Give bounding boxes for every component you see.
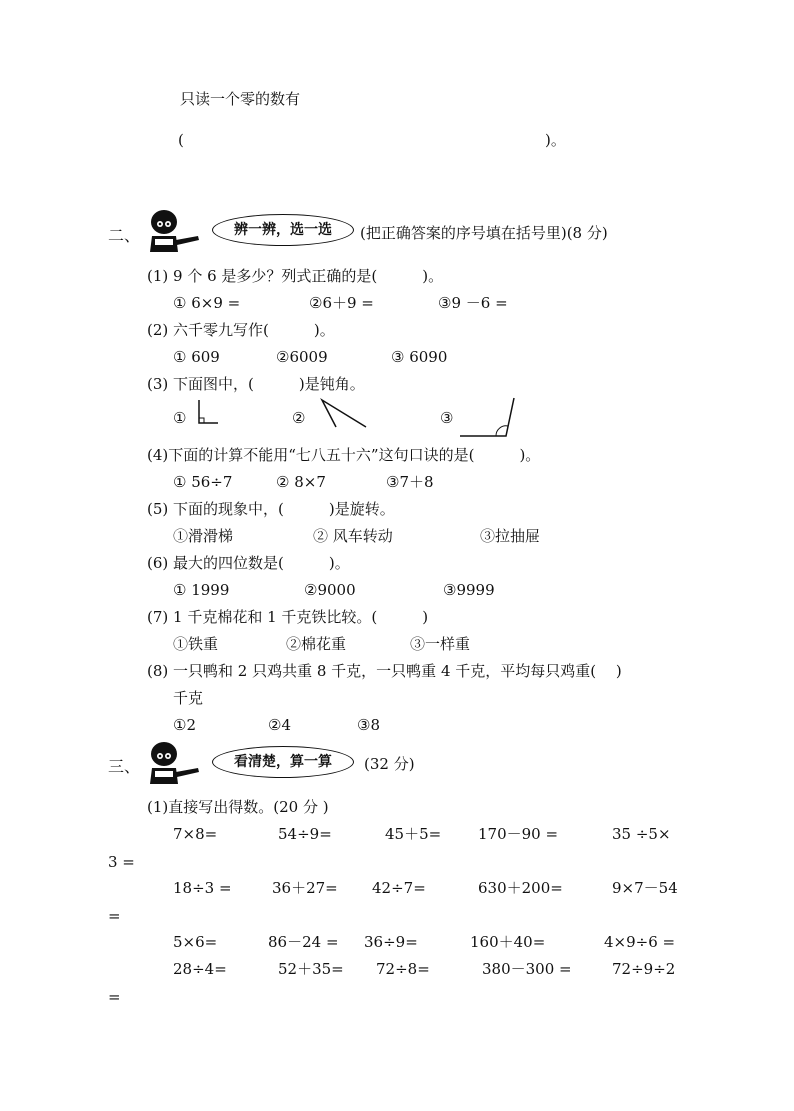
q5-text: (5) 下面的现象中，( )是旋转。 (147, 500, 395, 518)
q1-text: (1) 9 个 6 是多少？列式正确的是( )。 (147, 267, 444, 285)
calc-item: 42÷7= (372, 879, 426, 897)
q2-option-2: ②6009 (276, 348, 328, 366)
q4-text: (4)下面的计算不能用“七八五十六”这句口诀的是( )。 (147, 446, 541, 464)
q1-option-3: ③9 －6 = (438, 294, 508, 312)
calc-item: 72÷8= (376, 960, 430, 978)
calc-item: 72÷9÷2 (612, 960, 676, 978)
calc-item: 36÷9= (364, 933, 418, 951)
q2-option-1: ① 609 (173, 348, 220, 366)
calc-item: 4×9÷6 = (604, 933, 676, 951)
calc-item: 45＋5= (385, 825, 442, 843)
top-paren-open: ( (178, 131, 184, 149)
calc-item: 170－90 = (478, 825, 559, 843)
calc-item: 18÷3 = (173, 879, 232, 897)
section3-number: 三、 (108, 757, 141, 776)
calc-item: 9×7－54 (612, 879, 678, 897)
q3-text: (3) 下面图中，( )是钝角。 (147, 375, 365, 393)
q3-option-2: ② (292, 409, 306, 427)
q7-option-2: ②棉花重 (286, 635, 347, 653)
q6-text: (6) 最大的四位数是( )。 (147, 554, 350, 572)
section3-sub1: (1)直接写出得数。(20 分 ) (147, 798, 329, 816)
q4-option-3: ③7＋8 (386, 473, 434, 491)
calc-item: 35 ÷5× (612, 825, 671, 843)
acute-angle-icon (318, 396, 370, 430)
q1-option-2: ②6＋9 = (309, 294, 374, 312)
calc-item: 380－300 = (482, 960, 572, 978)
calc-item-wrap: = (108, 907, 121, 925)
q8-option-2: ②4 (268, 716, 291, 734)
calc-item-wrap: 3 = (108, 853, 135, 871)
q5-option-1: ①滑滑梯 (173, 527, 234, 545)
q7-text: (7) 1 千克棉花和 1 千克铁比较。( ) (147, 608, 429, 626)
q8-text: (8) 一只鸭和 2 只鸡共重 8 千克，一只鸭重 4 千克，平均每只鸡重( ) (147, 662, 622, 680)
q3-option-3: ③ (440, 409, 454, 427)
q5-option-2: ② 风车转动 (313, 527, 393, 545)
q7-option-1: ①铁重 (173, 635, 219, 653)
calc-item-wrap: = (108, 988, 121, 1006)
q2-text: (2) 六千零九写作( )。 (147, 321, 335, 339)
q4-option-2: ② 8×7 (276, 473, 326, 491)
q4-option-1: ① 56÷7 (173, 473, 233, 491)
calc-item: 86－24 = (268, 933, 339, 951)
calc-item: 28÷4= (173, 960, 227, 978)
calc-item: 36＋27= (272, 879, 338, 897)
section2-number: 二、 (108, 226, 141, 245)
calc-item: 54÷9= (278, 825, 332, 843)
section2-instruction: (把正确答案的序号填在括号里)(8 分) (360, 224, 608, 242)
cartoon-kid-icon (146, 740, 202, 786)
q5-option-3: ③拉抽屉 (480, 527, 541, 545)
calc-item: 52＋35= (278, 960, 344, 978)
q8-text-continued: 千克 (173, 689, 204, 707)
calc-item: 5×6= (173, 933, 218, 951)
top-paren-close: )。 (545, 131, 566, 149)
calc-item: 160＋40= (470, 933, 546, 951)
q6-option-2: ②9000 (304, 581, 356, 599)
section3-score: (32 分) (364, 755, 415, 773)
top-line-text: 只读一个零的数有 (180, 90, 301, 108)
section2-badge: 辨一辨，选一选 (212, 214, 354, 246)
q3-option-1: ① (173, 409, 187, 427)
q6-option-1: ① 1999 (173, 581, 230, 599)
q8-option-3: ③8 (357, 716, 380, 734)
q2-option-3: ③ 6090 (391, 348, 448, 366)
q1-option-1: ① 6×9 = (173, 294, 241, 312)
obtuse-angle-icon (458, 396, 518, 438)
q7-option-3: ③一样重 (410, 635, 471, 653)
q8-option-1: ①2 (173, 716, 196, 734)
cartoon-kid-icon (146, 208, 202, 254)
q6-option-3: ③9999 (443, 581, 495, 599)
calc-item: 7×8= (173, 825, 218, 843)
right-angle-icon (196, 398, 220, 426)
section3-badge: 看清楚，算一算 (212, 746, 354, 778)
calc-item: 630＋200= (478, 879, 563, 897)
